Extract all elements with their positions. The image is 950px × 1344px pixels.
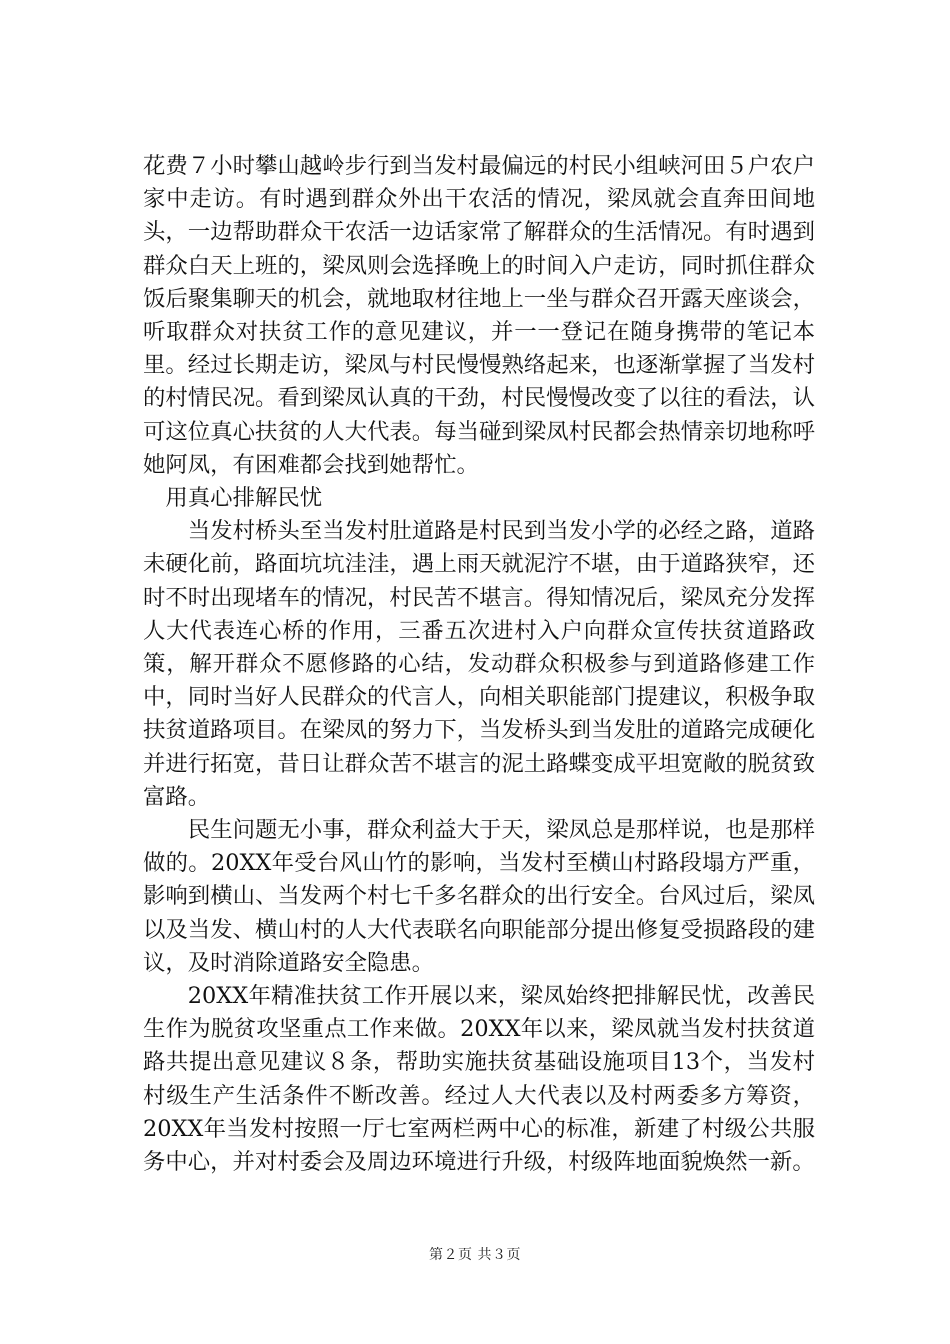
document-body: [143, 150, 815, 1179]
paragraph-continuation: 花费７小时攀山越岭步行到当发村最偏远的村民小组峡河田５户农户家中走访。有时遇到群众外出干农活的情况，梁凤就会直奔田间地头，一边帮助群众干农活一边话家常了解群众的生活情况。有时遇到群众白天上班的，梁凤则会选择晚上的时间入户走访，同时抓住群众饭后聚集聊天的机会，就地取材往地上一坐与群众召开露天座谈会，听取群众对扶贫工作的意见建议，并一一登记在随身携带的笔记本里。经过长期走访，梁凤与村民慢慢熟络起来，也逐渐掌握了当发村的村情民况。看到梁凤认真的干劲，村民慢慢改变了以往的看法，认可这位真心扶贫的人大代表。每当碰到梁凤村民都会热情亲切地称呼她阿凤，有困难都会找到她帮忙。: [143, 153, 815, 478]
paragraph-road-construction: 当发村桥头至当发村肚道路是村民到当发小学的必经之路，道路未硬化前，路面坑坑洼洼，遇上雨天就泥泞不堪，由于道路狭窄，还时不时出现堵车的情况，村民苦不堪言。得知情况后，梁凤充分发挥人大代表连心桥的作用，三番五次进村入户向群众宣传扶贫道路政策，解开群众不愿修路的心结，发动群众积极参与到道路修建工作中，同时当好人民群众的代言人，向相关职能部门提建议，积极争取扶贫道路项目。在梁凤的努力下，当发桥头到当发肚的道路完成硬化并进行拓宽，昔日让群众苦不堪言的泥土路蝶变成平坦宽敞的脱贫致富路。: [143, 518, 815, 810]
paragraph-typhoon-repair: 民生问题无小事，群众利益大于天，梁凤总是那样说，也是那样做的。20XX年受台风山竹的影响，当发村至横山村路段塌方严重，影响到横山、当发两个村七千多名群众的出行安全。台风过后，梁凤以及当发、横山村的人大代表联名向职能部分提出修复受损路段的建议，及时消除道路安全隐患。: [143, 817, 815, 976]
section-heading: 用真心排解民忧: [165, 485, 323, 512]
page-number-footer: 第２页 共３页: [429, 1247, 521, 1263]
paragraph-poverty-alleviation: 20XX年精准扶贫工作开展以来，梁凤始终把排解民忧，改善民生作为脱贫攻坚重点工作来做。20XX年以来，梁凤就当发村扶贫道路共提出意见建议８条，帮助实施扶贫基础设施项目13个，当发村村级生产生活条件不断改善。经过人大代表以及村两委多方筹资，20XX年当发村按照一厅七室两栏两中心的标准，新建了村级公共服务中心，并对村委会及周边环境进行升级，村级阵地面貌焕然一新。: [143, 983, 815, 1176]
